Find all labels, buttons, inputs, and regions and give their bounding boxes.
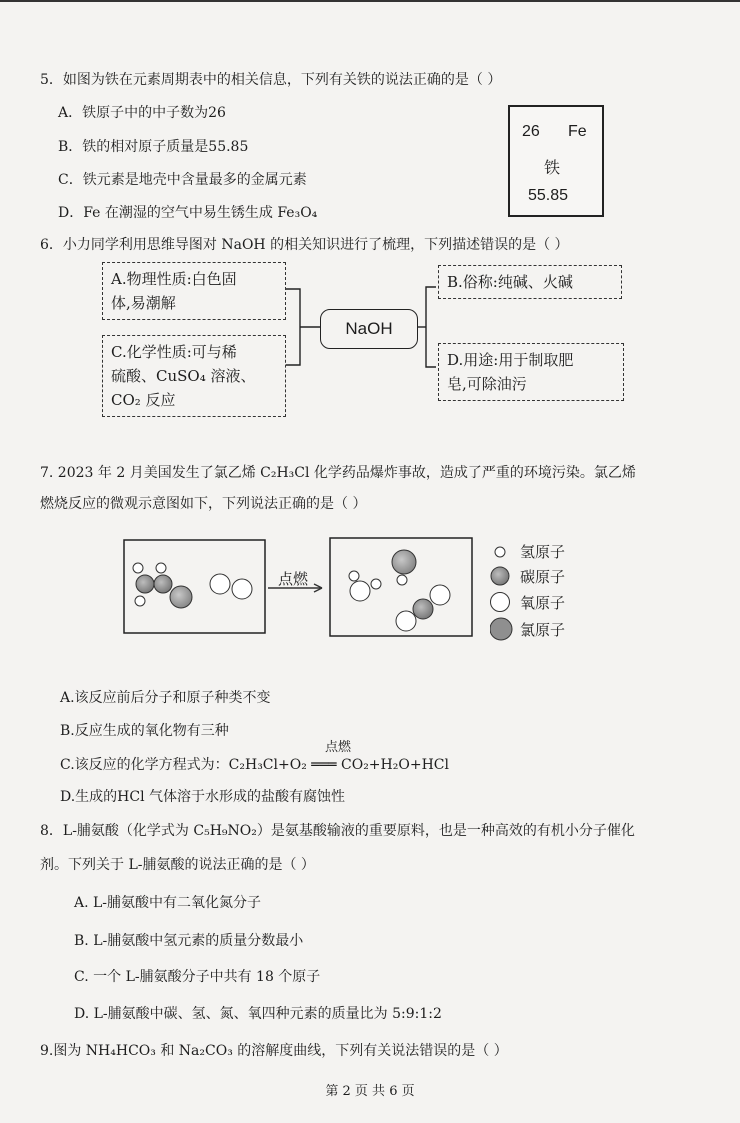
reaction-condition: 点燃 [278,570,309,588]
hydrogen-atom [133,563,143,573]
mindmap-box-c[interactable]: C.化学性质:可与稀 硫酸、CuSO₄ 溶液、 CO₂ 反应 [102,335,286,417]
legend-oxygen: 氧原子 [490,591,565,613]
atomic-mass: 55.85 [528,187,569,204]
q5-stem: 5．如图为铁在元素周期表中的相关信息，下列有关铁的说法正确的是（ ） [40,72,502,88]
carbon-atom [413,599,433,619]
hydrogen-atom [397,575,407,585]
carbon-atom [136,575,154,593]
mindmap-center-naoh: NaOH [320,309,418,349]
q5-option-b[interactable]: B．铁的相对原子质量是55.85 [58,139,249,155]
q7-option-a[interactable]: A.该反应前后分子和原子种类不变 [60,690,271,706]
legend-carbon: 碳原子 [490,565,565,587]
atomic-number: 26 [522,123,540,140]
q7-option-d[interactable]: D.生成的HCl 气体溶于水形成的盐酸有腐蚀性 [60,789,346,805]
q8-stem-line1: 8．L-脯氨酸（化学式为 C₅H₉NO₂）是氨基酸输液的重要原料，也是一种高效的有机小分子催化 [40,823,635,839]
hydrogen-atom [349,571,359,581]
mindmap-box-a[interactable]: A.物理性质:白色固 体,易潮解 [102,262,286,320]
q5-option-d[interactable]: D．Fe 在潮湿的空气中易生锈生成 Fe₃O₄ [58,205,318,221]
element-name: 铁 [544,158,561,177]
mindmap-box-b[interactable]: B.俗称:纯碱、火碱 [438,265,622,299]
q8-option-d[interactable]: D. L-脯氨酸中碳、氢、氮、氧四种元素的质量比为 5:9:1:2 [74,1006,442,1022]
q7-option-b[interactable]: B.反应生成的氧化物有三种 [60,723,229,739]
oxygen-atom [232,579,252,599]
page-footer: 第 2 页 共 6 页 [325,1084,415,1099]
oxygen-atom [350,581,370,601]
q5-option-a[interactable]: A．铁原子中的中子数为26 [58,105,226,121]
carbon-atom [154,575,172,593]
hydrogen-atom [371,579,381,589]
q6-stem: 6．小力同学利用思维导图对 NaOH 的相关知识进行了梳理，下列描述错误的是（ ） [40,237,569,253]
legend-hydrogen: 氢原子 [490,541,565,562]
q8-option-b[interactable]: B. L-脯氨酸中氢元素的质量分数最小 [74,933,304,949]
element-symbol: Fe [568,123,587,140]
q5-option-c[interactable]: C．铁元素是地壳中含量最多的金属元素 [58,172,307,188]
hydrogen-atom [156,563,166,573]
q8-stem-line2: 剂。下列关于 L-脯氨酸的说法正确的是（ ） [40,857,315,873]
q7-stem-line2: 燃烧反应的微观示意图如下，下列说法正确的是（ ） [40,496,367,512]
mindmap-box-d[interactable]: D.用途:用于制取肥 皂,可除油污 [438,343,624,401]
hydrogen-atom [135,596,145,606]
q7-stem-line1: 7. 2023 年 2 月美国发生了氯乙烯 C₂H₃Cl 化学药品爆炸事故，造成了严重的环境污染。氯乙烯 [40,465,636,481]
oxygen-atom [396,611,416,631]
q8-option-a[interactable]: A. L-脯氨酸中有二氧化氮分子 [74,895,262,911]
oxygen-atom [210,574,230,594]
q8-option-c[interactable]: C. 一个 L-脯氨酸分子中共有 18 个原子 [74,969,321,985]
oxygen-atom [430,585,450,605]
chlorine-atom [392,550,416,574]
legend-chlorine: 氯原子 [490,617,565,641]
equation-condition: 点燃 [325,740,352,755]
q7-option-c[interactable]: C.该反应的化学方程式为：C₂H₃Cl+O₂ ═══ CO₂+H₂O+HCl [60,757,449,773]
chlorine-atom [170,586,192,608]
q9-stem: 9.图为 NH₄HCO₃ 和 Na₂CO₃ 的溶解度曲线，下列有关说法错误的是（ ） [40,1043,508,1059]
